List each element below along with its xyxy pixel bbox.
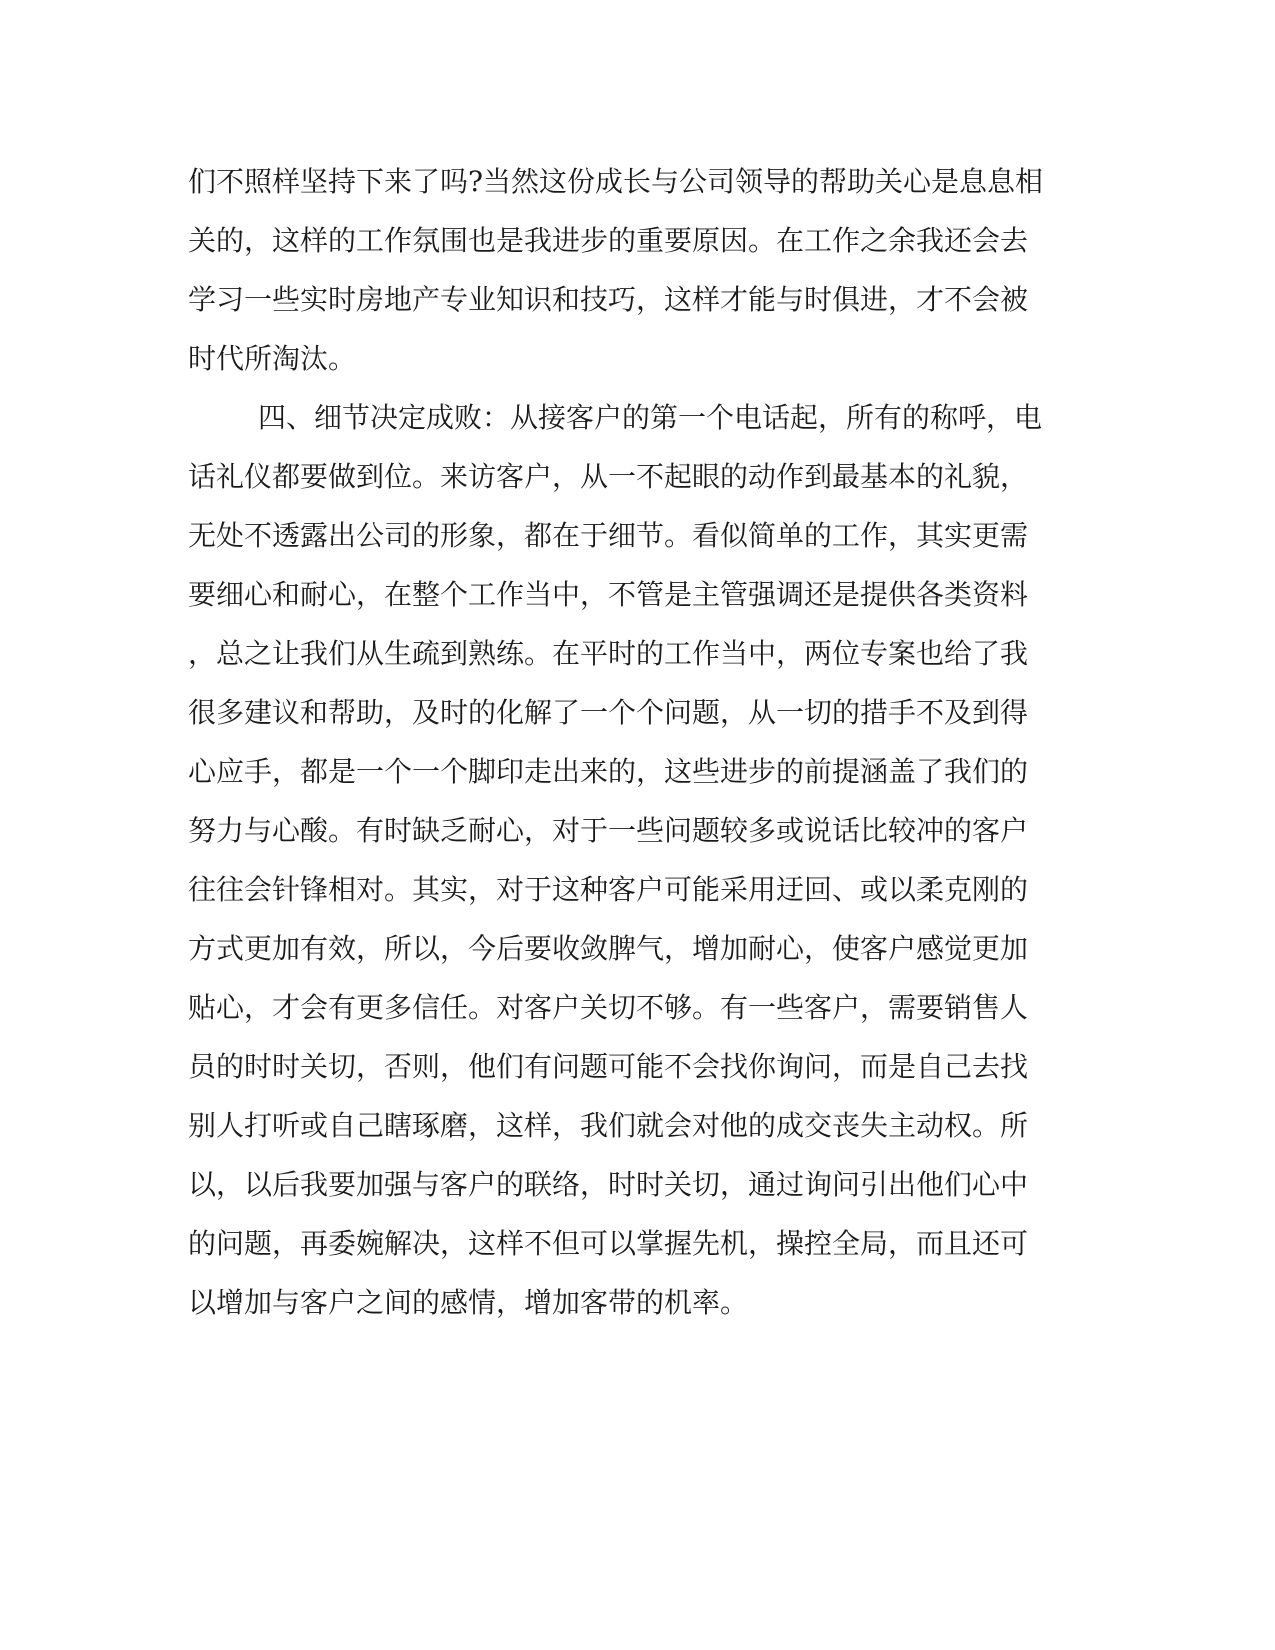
paragraph-line: 以，以后我要加强与客户的联络，时时关切，通过询问引出他们心中 <box>188 1168 1029 1201</box>
paragraph-line: 努力与心酸。有时缺乏耐心，对于一些问题较多或说话比较冲的客户 <box>188 814 1029 847</box>
paragraph-line: 学习一些实时房地产专业知识和技巧，这样才能与时俱进，才不会被 <box>188 283 1029 316</box>
paragraph-line: 要细心和耐心，在整个工作当中，不管是主管强调还是提供各类资料 <box>188 578 1029 611</box>
paragraph-line: 时代所淘汰。 <box>188 342 357 375</box>
paragraph-line: 话礼仪都要做到位。来访客户，从一不起眼的动作到最基本的礼貌， <box>188 460 1029 493</box>
paragraph-line: 贴心，才会有更多信任。对客户关切不够。有一些客户，需要销售人 <box>188 991 1029 1024</box>
paragraph-line: 往往会针锋相对。其实，对于这种客户可能采用迂回、或以柔克刚的 <box>188 873 1029 906</box>
paragraph-line: 别人打听或自己瞎琢磨，这样，我们就会对他的成交丧失主动权。所 <box>188 1109 1029 1142</box>
paragraph-line: 心应手，都是一个一个脚印走出来的，这些进步的前提涵盖了我们的 <box>188 755 1029 788</box>
paragraph-line: 无处不透露出公司的形象，都在于细节。看似简单的工作，其实更需 <box>188 519 1029 552</box>
paragraph-line: 以增加与客户之间的感情，增加客带的机率。 <box>188 1286 749 1319</box>
paragraph-line: 关的，这样的工作氛围也是我进步的重要原因。在工作之余我还会去 <box>188 224 1029 257</box>
paragraph-line: 们不照样坚持下来了吗?当然这份成长与公司领导的帮助关心是息息相 <box>188 165 1044 198</box>
paragraph-line: 很多建议和帮助，及时的化解了一个个问题，从一切的措手不及到得 <box>188 696 1029 729</box>
paragraph-first-line: 四、细节决定成败：从接客户的第一个电话起，所有的称呼，电 <box>258 401 1043 434</box>
paragraph-line: ，总之让我们从生疏到熟练。在平时的工作当中，两位专案也给了我 <box>188 637 1029 670</box>
paragraph-line: 员的时时关切，否则，他们有问题可能不会找你询问，而是自己去找 <box>188 1050 1029 1083</box>
paragraph-line: 的问题，再委婉解决，这样不但可以掌握先机，操控全局，而且还可 <box>188 1227 1029 1260</box>
paragraph-line: 方式更加有效，所以，今后要收敛脾气，增加耐心，使客户感觉更加 <box>188 932 1029 965</box>
